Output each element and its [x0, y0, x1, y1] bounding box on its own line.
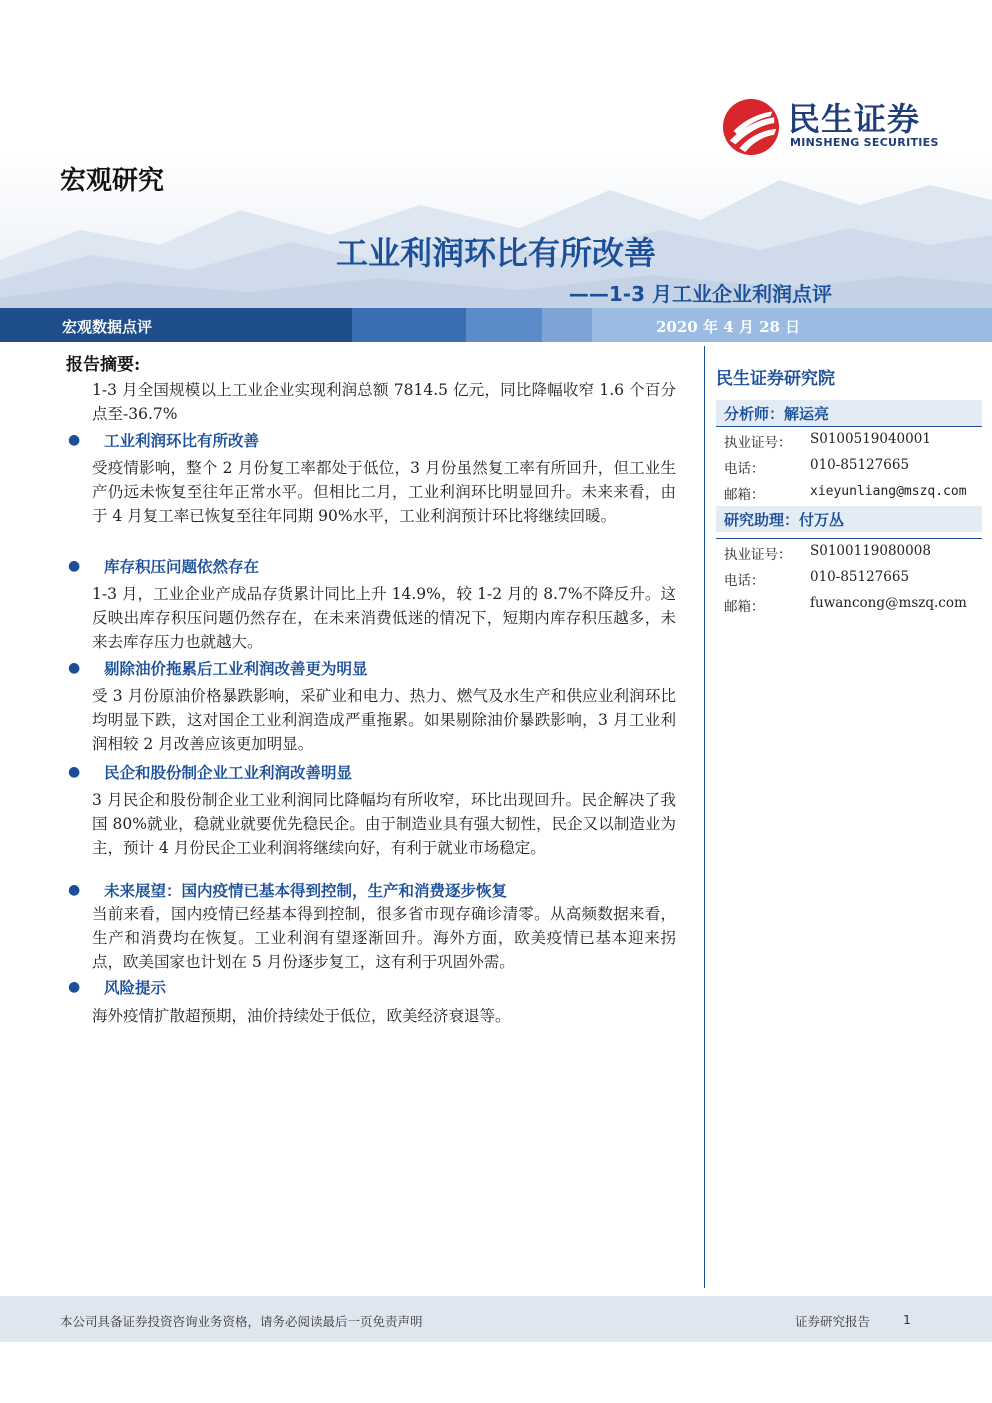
assistant-email: fuwancong@mszq.com	[810, 595, 967, 611]
analyst-cert: S0100519040001	[810, 431, 931, 447]
page-number: 1	[903, 1312, 911, 1327]
section-heading: 风险提示	[104, 978, 167, 997]
section-body: 海外疫情扩散超预期，油价持续处于低位，欧美经济衰退等。	[92, 1007, 511, 1025]
section-heading: 民企和股份制企业工业利润改善明显	[104, 763, 353, 782]
bullet-icon: ●	[68, 660, 81, 676]
bullet-icon: ●	[68, 432, 81, 448]
bullet-icon: ●	[68, 558, 81, 574]
report-category: 宏观研究	[60, 166, 165, 196]
assistant-phone: 010-85127665	[810, 569, 910, 585]
footer-doc-type: 证券研究报告	[795, 1314, 871, 1329]
institute-name: 民生证券研究院	[716, 369, 835, 389]
footer-disclaimer: 本公司具备证券投资咨询业务资格，请务必阅读最后一页免责声明	[60, 1314, 423, 1329]
bullet-icon: ●	[68, 882, 81, 898]
section-heading: 库存积压问题依然存在	[104, 557, 260, 576]
assistant-email-label: 邮箱：	[724, 599, 765, 615]
section-heading: 剔除油价拖累后工业利润改善更为明显	[104, 659, 368, 678]
assistant-cert-label: 执业证号：	[724, 547, 792, 563]
report-title: 工业利润环比有所改善	[335, 234, 656, 272]
section-heading: 未来展望：国内疫情已基本得到控制，生产和消费逐步恢复	[104, 881, 508, 900]
section-body: 3 月民企和股份制企业工业利润同比降幅均有所收窄，环比出现回升。民企解决了我国 80%就业，稳就业就要优先稳民企。由于制造业具有强大韧性，民企又以制造业为主，预计 4 月份民企工业利润将继续向好，有利于就业市场稳定。	[92, 791, 676, 857]
analyst-email-label: 邮箱：	[724, 487, 765, 503]
assistant-divider	[716, 538, 982, 539]
summary-heading: 报告摘要:	[66, 355, 141, 375]
analyst-divider	[716, 426, 982, 427]
section-body: 受疫情影响，整个 2 月份复工率都处于低位，3 月份虽然复工率有所回升，但工业生产仍远未恢复至往年正常水平。但相比二月，工业利润环比明显回升。未来来看，由于 4 月复工率已恢复至往年同期 90%水平，工业利润预计环比将继续回暖。	[92, 459, 676, 525]
assistant-phone-label: 电话：	[724, 573, 765, 589]
summary-intro: 1-3 月全国规模以上工业企业实现利润总额 7814.5 亿元，同比降幅收窄 1.6 个百分点至-36.7%	[92, 381, 676, 423]
assistant-cert: S0100119080008	[810, 543, 931, 559]
company-logo	[722, 96, 962, 158]
section-body: 受 3 月份原油价格暴跌影响，采矿业和电力、热力、燃气及水生产和供应业利润环比均明显下跌，这对国企工业利润造成严重拖累。如果剔除油价暴跌影响，3 月工业利润相较 2 月改善应该更加明显。	[92, 687, 676, 753]
logo-name-cn: 民生证券	[788, 100, 921, 138]
minsheng-logo-icon	[722, 98, 780, 156]
assistant-heading: 研究助理：付万丛	[724, 511, 845, 529]
column-divider	[704, 346, 705, 1288]
section-heading: 工业利润环比有所改善	[104, 431, 260, 450]
analyst-phone: 010-85127665	[810, 457, 910, 473]
logo-name-en: MINSHENG SECURITIES	[790, 136, 939, 149]
report-date: 2020 年 4 月 28 日	[656, 318, 801, 336]
analyst-cert-label: 执业证号：	[724, 435, 792, 451]
analyst-phone-label: 电话：	[724, 461, 765, 477]
analyst-email: xieyunliang@mszq.com	[810, 484, 967, 499]
section-body: 1-3 月，工业企业产成品存货累计同比上升 14.9%，较 1-2 月的 8.7%不降反升。这反映出库存积压问题仍然存在，在未来消费低迷的情况下，短期内库存积压越多，未来去库存压力也就越大。	[92, 585, 676, 651]
report-type-label: 宏观数据点评	[62, 318, 153, 336]
bullet-icon: ●	[68, 979, 81, 995]
report-subtitle: ——1-3 月工业企业利润点评	[568, 282, 832, 306]
analyst-heading: 分析师：解运亮	[724, 405, 830, 423]
section-body: 当前来看，国内疫情已经基本得到控制，很多省市现存确诊清零。从高频数据来看，生产和消费均在恢复。工业利润有望逐渐回升。海外方面，欧美疫情已基本迎来拐点，欧美国家也计划在 5 月份逐步复工，这有利于巩固外需。	[92, 905, 676, 971]
bullet-icon: ●	[68, 764, 81, 780]
